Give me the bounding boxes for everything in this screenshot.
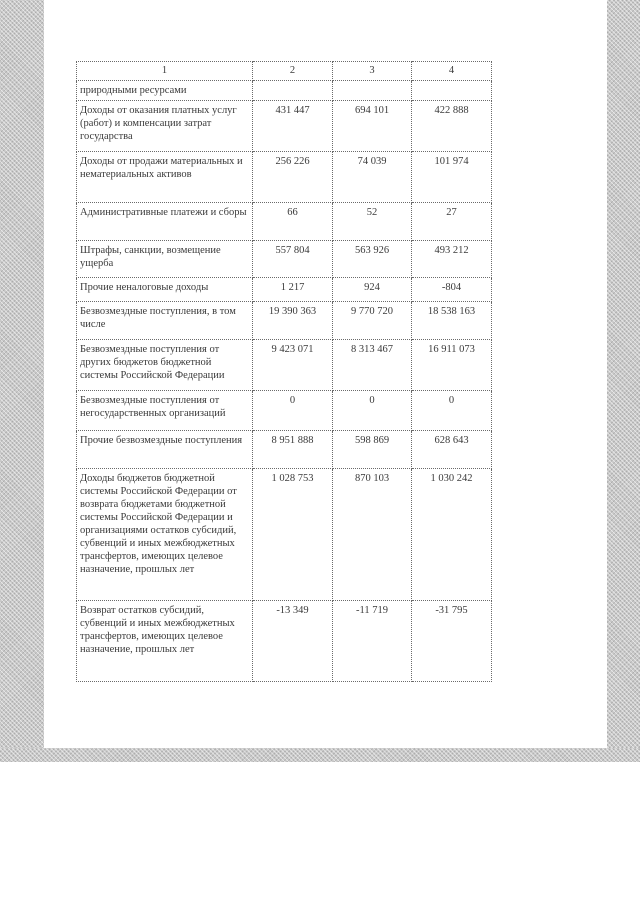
table-row: [77, 469, 492, 601]
table-row: [77, 152, 492, 203]
row-value-col2: 8 951 888: [253, 431, 333, 469]
header-col-3: 3: [333, 62, 412, 81]
row-label: Доходы от продажи материальных и нематериальных активов: [77, 152, 253, 203]
row-label: Прочие безвозмездные поступления: [77, 431, 253, 469]
row-value-col2: 1 217: [253, 278, 333, 302]
row-value-col3: 8 313 467: [333, 340, 412, 391]
revenue-table: [76, 61, 492, 682]
row-value-col2: 19 390 363: [253, 302, 333, 340]
table-row: [77, 431, 492, 469]
row-value-col3: 598 869: [333, 431, 412, 469]
row-label: Штрафы, санкции, возмещение ущерба: [77, 241, 253, 278]
table-row: [77, 203, 492, 241]
row-value-col3: 52: [333, 203, 412, 241]
header-col-4: 4: [412, 62, 492, 81]
header-col-1: 1: [77, 62, 253, 81]
row-value-col4: 1 030 242: [412, 469, 492, 601]
row-value-col2: -13 349: [253, 601, 333, 682]
row-label: Доходы бюджетов бюджетной системы Российской Федерации от возврата бюджетами бюджетной системы Российской Федерации и организациями остатков субсидий, субвенций и иных межбюджетных трансфертов, имеющих целевое назначение, прошлых лет: [77, 469, 253, 601]
table-row: [77, 601, 492, 682]
table-row: [77, 340, 492, 391]
row-value-col4: 628 643: [412, 431, 492, 469]
row-label: природными ресурсами: [77, 81, 253, 101]
row-label: Возврат остатков субсидий, субвенций и иных межбюджетных трансфертов, имеющих целевое назначение, прошлых лет: [77, 601, 253, 682]
header-col-2: 2: [253, 62, 333, 81]
row-value-col4: -804: [412, 278, 492, 302]
row-value-col2: 431 447: [253, 101, 333, 152]
table-row: [77, 101, 492, 152]
row-value-col4: [412, 81, 492, 101]
row-value-col2: 9 423 071: [253, 340, 333, 391]
row-value-col3: 924: [333, 278, 412, 302]
row-label: Безвозмездные поступления от негосударственных организаций: [77, 391, 253, 431]
row-label: Доходы от оказания платных услуг (работ) и компенсации затрат государства: [77, 101, 253, 152]
row-value-col3: 694 101: [333, 101, 412, 152]
table-header-row: [77, 62, 492, 81]
row-label: Административные платежи и сборы: [77, 203, 253, 241]
row-value-col3: -11 719: [333, 601, 412, 682]
row-value-col3: 870 103: [333, 469, 412, 601]
row-value-col2: 256 226: [253, 152, 333, 203]
row-label: Прочие неналоговые доходы: [77, 278, 253, 302]
row-value-col3: [333, 81, 412, 101]
page-frame-right: [607, 0, 640, 760]
page-frame-bottom: [0, 748, 640, 762]
row-value-col4: 27: [412, 203, 492, 241]
table-row: [77, 241, 492, 278]
row-value-col4: 101 974: [412, 152, 492, 203]
table-row: [77, 391, 492, 431]
row-value-col4: 422 888: [412, 101, 492, 152]
table-row: [77, 278, 492, 302]
row-label: Безвозмездные поступления от других бюджетов бюджетной системы Российской Федерации: [77, 340, 253, 391]
table-row: [77, 81, 492, 101]
page-frame-left: [0, 0, 44, 760]
row-value-col3: 563 926: [333, 241, 412, 278]
row-value-col2: 0: [253, 391, 333, 431]
row-label: Безвозмездные поступления, в том числе: [77, 302, 253, 340]
row-value-col2: 557 804: [253, 241, 333, 278]
row-value-col4: 18 538 163: [412, 302, 492, 340]
row-value-col3: 74 039: [333, 152, 412, 203]
table-row: [77, 302, 492, 340]
row-value-col4: -31 795: [412, 601, 492, 682]
row-value-col2: [253, 81, 333, 101]
row-value-col2: 1 028 753: [253, 469, 333, 601]
row-value-col3: 9 770 720: [333, 302, 412, 340]
row-value-col4: 16 911 073: [412, 340, 492, 391]
row-value-col4: 493 212: [412, 241, 492, 278]
row-value-col4: 0: [412, 391, 492, 431]
row-value-col3: 0: [333, 391, 412, 431]
row-value-col2: 66: [253, 203, 333, 241]
